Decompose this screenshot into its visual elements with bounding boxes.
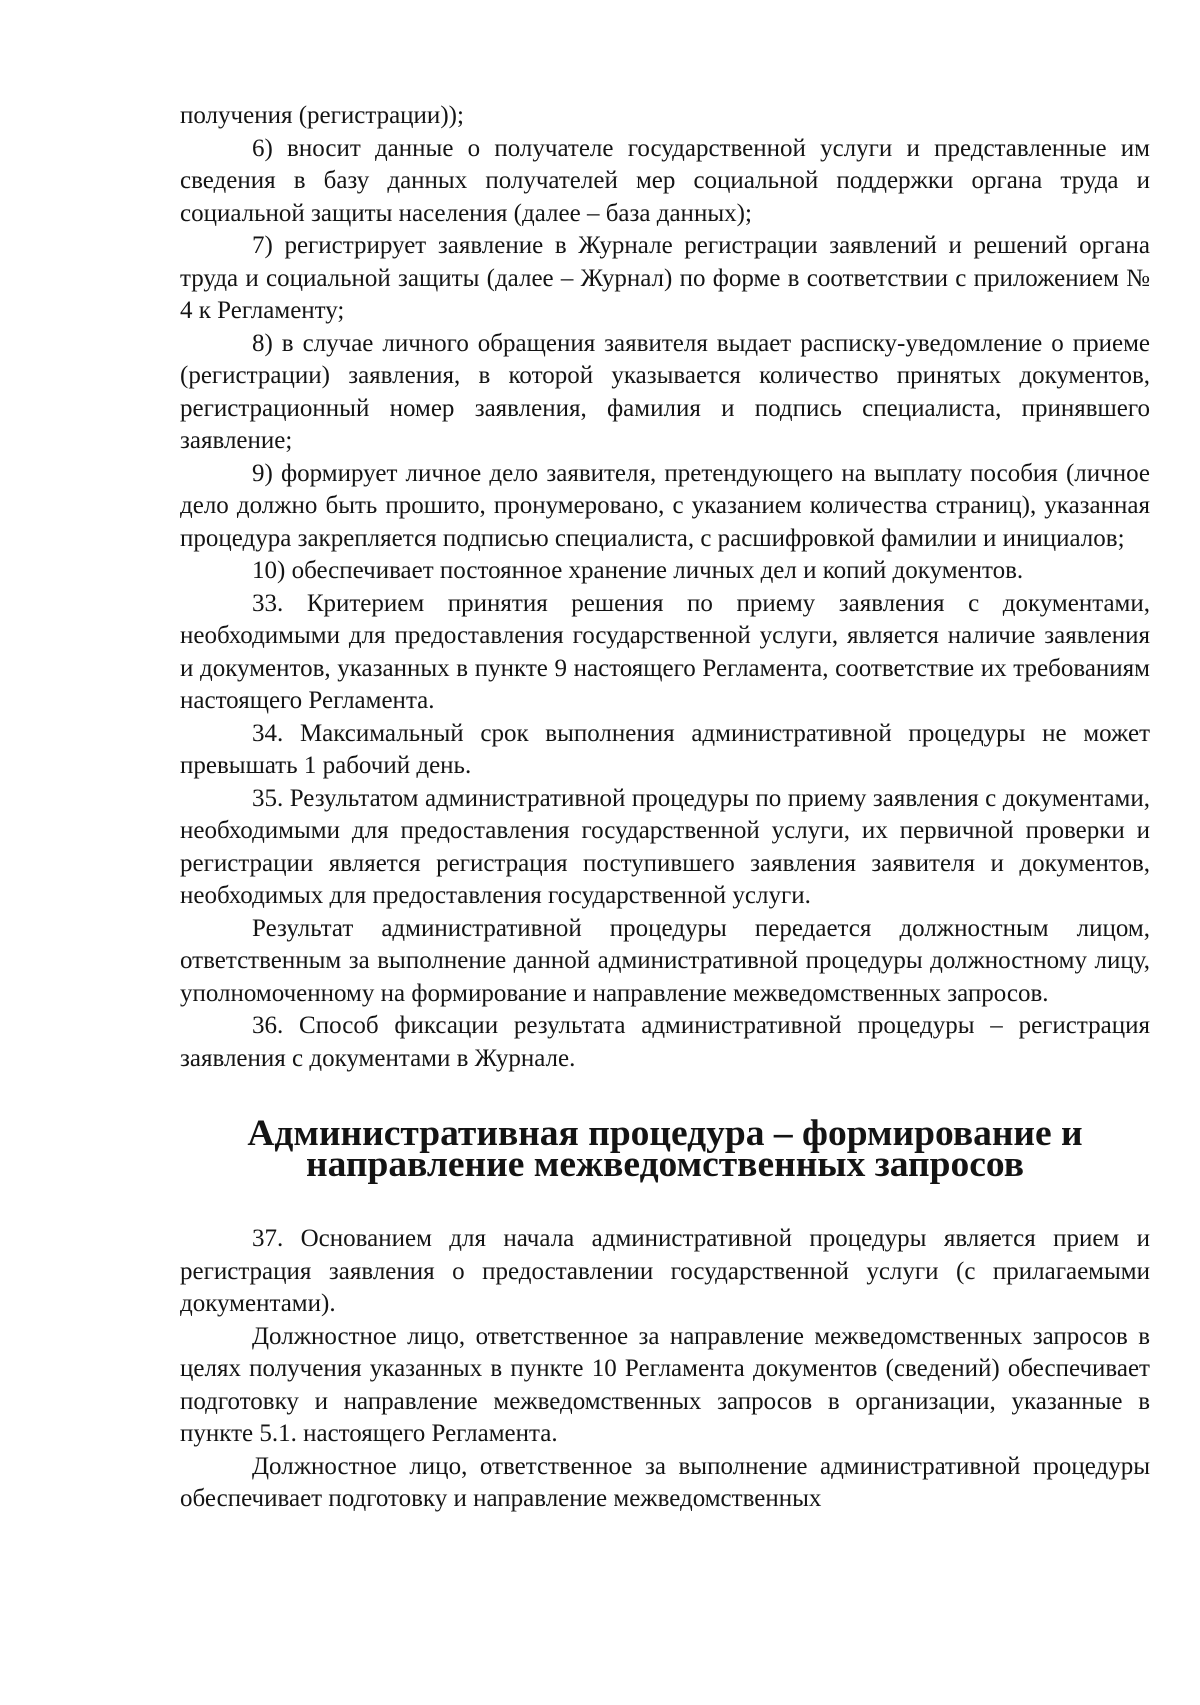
paragraph-36: 36. Способ фиксации результата административной процедуры – регистрация заявления с документами в Журнале. xyxy=(180,1012,1150,1072)
paragraph-item-8: 8) в случае личного обращения заявителя выдает расписку-уведомление о приеме (регистрации) заявления, в которой указывается количество принятых документов, регистрационный номер заявления, фамилия и подпись специалиста, принявшего заявление; xyxy=(180,329,1150,454)
paragraph-37: 37. Основанием для начала административной процедуры является прием и регистрация заявления о предоставлении государственной услуги (с прилагаемыми документами). xyxy=(180,1225,1150,1317)
paragraph-continuation: получения (регистрации)); xyxy=(180,102,464,129)
section-heading: Административная процедура – формирование и направление межведомственных запросов xyxy=(247,1113,1083,1185)
paragraph-35: 35. Результатом административной процедуры по приему заявления с документами, необходимыми для предоставления государственной услуги, их первичной проверки и регистрации является регистрация поступившего заявления заявителя и документов, необходимых для предоставления государственной услуги. xyxy=(180,784,1150,909)
paragraph-item-9: 9) формирует личное дело заявителя, претендующего на выплату пособия (личное дело должно быть прошито, пронумеровано, с указанием количества страниц), указанная процедура закрепляется подписью специалиста, с расшифровкой фамилии и инициалов; xyxy=(180,459,1150,552)
paragraph-37-procedure: Должностное лицо, ответственное за выполнение административной процедуры обеспечивает подготовку и направление межведомственных xyxy=(180,1452,1150,1512)
paragraph-33: 33. Критерием принятия решения по приему заявления с документами, необходимыми для предоставления государственной услуги, является наличие заявления и документов, указанных в пункте 9 настоящего Регламента, соответствие их требованиям настоящего Регламента. xyxy=(180,589,1150,714)
paragraph-35-result: Результат административной процедуры передается должностным лицом, ответственным за выполнение данной административной процедуры должностному лицу, уполномоченному на формирование и направление межведомственных запросов. xyxy=(180,914,1150,1007)
paragraph-34: 34. Максимальный срок выполнения административной процедуры не может превышать 1 рабочий день. xyxy=(180,719,1150,779)
paragraph-37-official: Должностное лицо, ответственное за направление межведомственных запросов в целях получения указанных в пункте 10 Регламента документов (сведений) обеспечивает подготовку и направление межведомственных запросов в организации, указанные в пункте 5.1. настоящего Регламента. xyxy=(180,1322,1150,1447)
paragraph-item-6: 6) вносит данные о получателе государственной услуги и представленные им сведения в базу данных получателей мер социальной поддержки органа труда и социальной защиты населения (далее – база данных); xyxy=(180,134,1150,227)
paragraph-item-10: 10) обеспечивает постоянное хранение личных дел и копий документов. xyxy=(252,557,1024,584)
document-body xyxy=(180,100,1150,1516)
paragraph-item-7: 7) регистрирует заявление в Журнале регистрации заявлений и решений органа труда и социальной защиты (далее – Журнал) по форме в соответствии с приложением № 4 к Регламенту; xyxy=(180,232,1150,324)
